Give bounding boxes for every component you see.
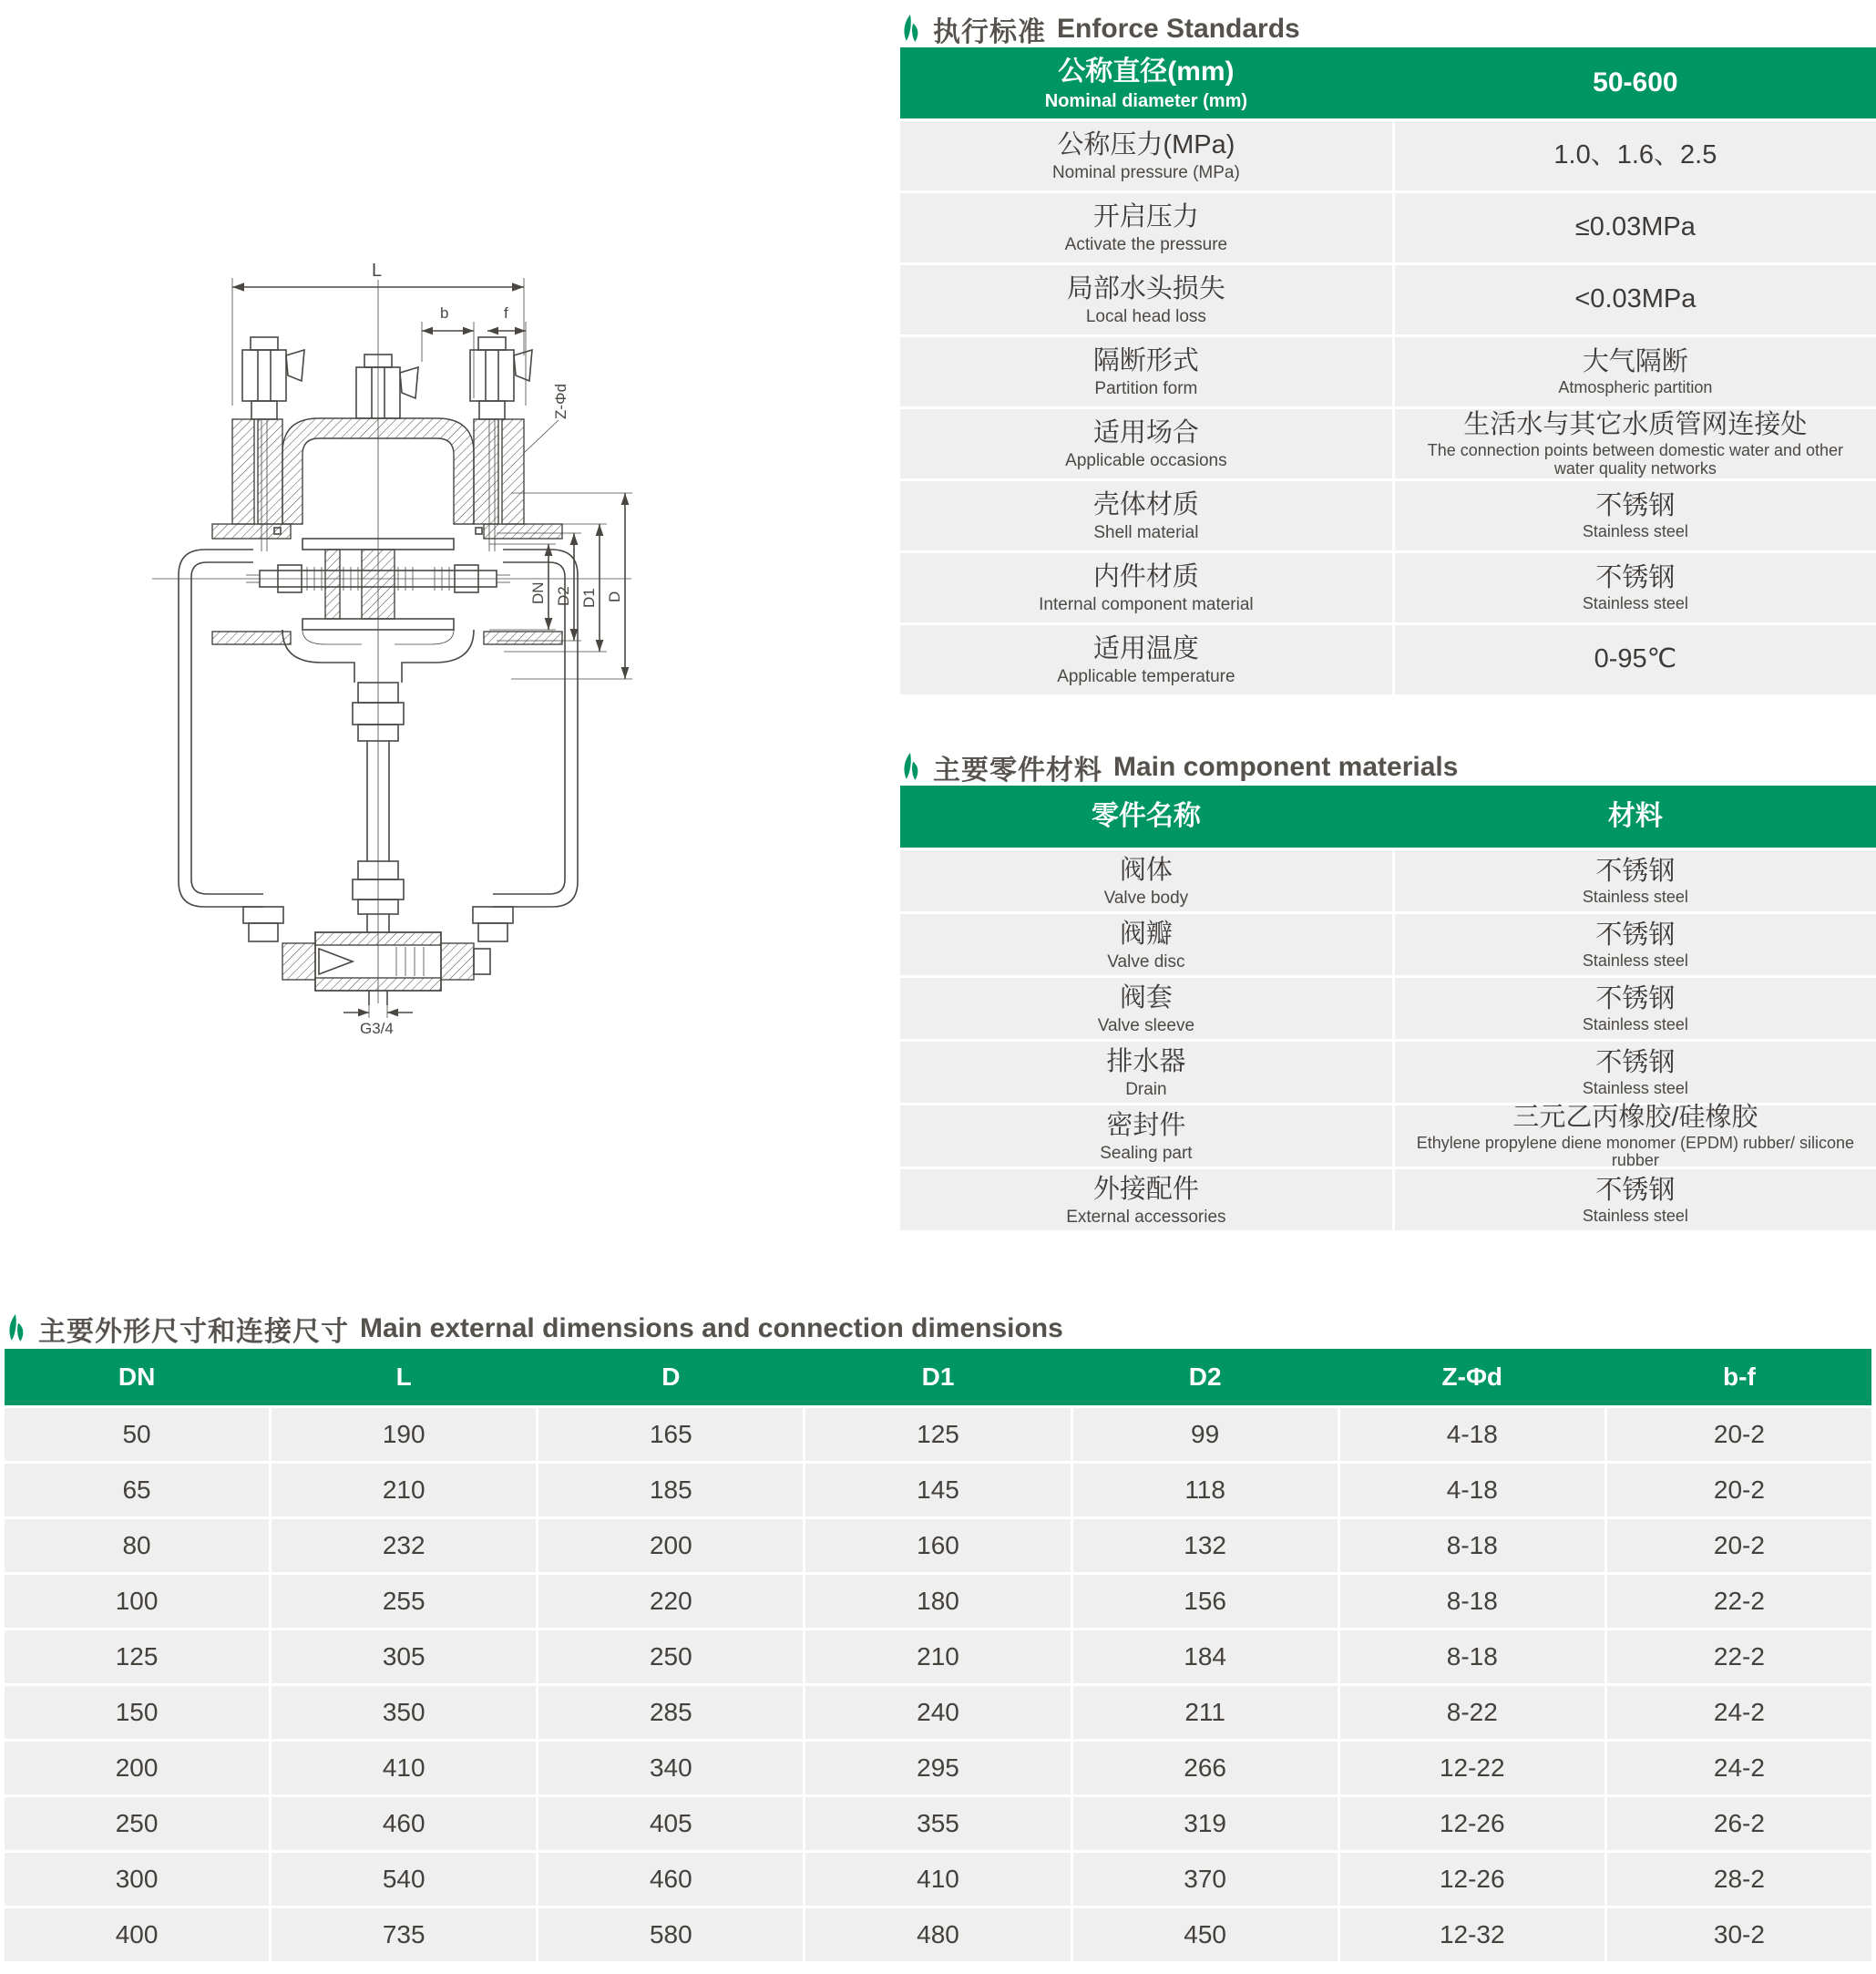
dim-label-d1: D1: [580, 588, 598, 608]
section-title-materials: [900, 747, 1458, 787]
value-l: 410: [382, 1753, 425, 1782]
row-part-cell: [900, 1169, 1392, 1230]
dimensions-row: [5, 1797, 1871, 1850]
row-label-cell: [900, 481, 1392, 550]
cell-d2: [1073, 1630, 1338, 1683]
dimensions-header-cell: [1073, 1349, 1338, 1405]
row-label-en: Internal component material: [1039, 595, 1254, 615]
value-d1: 160: [917, 1531, 959, 1559]
header-value: 50-600: [1593, 67, 1678, 98]
row-value-cell: [1395, 553, 1876, 622]
dimensions-row: [5, 1408, 1871, 1461]
standards-table-header: [900, 47, 1876, 118]
dim-label-d: D: [606, 591, 623, 602]
dimensions-header-cell: [5, 1349, 269, 1405]
cell-bf: [1607, 1408, 1871, 1461]
value-l: 210: [382, 1475, 425, 1504]
row-value-en: The connection points between domestic water and other water quality networks: [1427, 441, 1844, 478]
standards-row: [900, 625, 1876, 694]
materials-table-header: [900, 786, 1876, 848]
cell-zpd: [1340, 1797, 1604, 1850]
value-d1: 295: [917, 1753, 959, 1782]
cell-bf: [1607, 1575, 1871, 1628]
cell-zpd: [1340, 1742, 1604, 1794]
row-label-en: Activate the pressure: [1064, 235, 1228, 255]
cell-l: [272, 1630, 536, 1683]
cell-dn: [5, 1853, 269, 1906]
cell-d: [538, 1464, 803, 1516]
cell-d2: [1073, 1519, 1338, 1572]
value-bf: 20-2: [1713, 1475, 1765, 1504]
value-bf: 20-2: [1713, 1420, 1765, 1448]
dimensions-header-label: D1: [921, 1362, 955, 1391]
dimensions-row: [5, 1853, 1871, 1906]
row-value-cell: [1395, 265, 1876, 334]
value-dn: 300: [115, 1865, 159, 1893]
dimensions-header-cell: [538, 1349, 803, 1405]
value-d: 165: [649, 1420, 692, 1448]
section-title-zh: 主要外形尺寸和连接尺寸: [38, 1317, 349, 1347]
row-part-zh: 阀体: [1119, 855, 1173, 885]
cell-dn: [5, 1464, 269, 1516]
dim-label-z-phi-d: Z-Φd: [552, 383, 569, 419]
row-part-zh: 阀瓣: [1119, 919, 1173, 949]
row-label-zh: 开启压力: [1092, 202, 1199, 232]
dimensions-header-label: b-f: [1723, 1362, 1756, 1391]
value-d2: 450: [1184, 1920, 1226, 1948]
row-part-en: External accessories: [1066, 1207, 1226, 1227]
dimensions-header-cell: [1340, 1349, 1604, 1405]
cell-l: [272, 1686, 536, 1739]
value-d1: 210: [917, 1642, 959, 1671]
standards-row: [900, 337, 1876, 406]
dimensions-row: [5, 1686, 1871, 1739]
materials-row: [900, 850, 1876, 911]
value-d: 250: [649, 1642, 692, 1671]
value-dn: 400: [115, 1920, 159, 1948]
cell-d1: [805, 1630, 1070, 1683]
row-value-zh: 0-95℃: [1594, 644, 1677, 674]
value-d1: 355: [917, 1809, 959, 1837]
row-material-cell: [1395, 1042, 1876, 1103]
row-label-en: Partition form: [1094, 379, 1198, 399]
cell-d1: [805, 1908, 1070, 1961]
header-label-zh: 公称直径(mm): [1058, 57, 1235, 87]
value-l: 350: [382, 1698, 425, 1726]
value-d2: 184: [1184, 1642, 1226, 1671]
value-l: 735: [382, 1920, 425, 1948]
value-l: 190: [382, 1420, 425, 1448]
cell-dn: [5, 1630, 269, 1683]
row-value-cell: [1395, 625, 1876, 694]
row-value-zh: ≤0.03MPa: [1574, 212, 1696, 242]
standards-row: [900, 265, 1876, 334]
row-label-en: Local head loss: [1085, 307, 1206, 327]
dimensions-header-cell: [805, 1349, 1070, 1405]
value-d1: 145: [917, 1475, 959, 1504]
materials-row: [900, 1102, 1876, 1170]
row-part-en: Valve disc: [1107, 951, 1185, 972]
row-material-cell: [1395, 1102, 1876, 1170]
cell-zpd: [1340, 1686, 1604, 1739]
dimensions-row: [5, 1630, 1871, 1683]
cell-d1: [805, 1853, 1070, 1906]
cell-bf: [1607, 1464, 1871, 1516]
dimensions-table-header: [5, 1349, 1871, 1405]
value-dn: 50: [122, 1420, 151, 1448]
valve-cross-section-drawing: [96, 223, 683, 1039]
header-value-cell: [1395, 47, 1876, 118]
cell-d1: [805, 1797, 1070, 1850]
value-d2: 211: [1184, 1698, 1225, 1726]
row-part-zh: 排水器: [1106, 1046, 1186, 1076]
value-l: 305: [382, 1642, 425, 1671]
value-d2: 319: [1184, 1809, 1226, 1837]
cell-d: [538, 1408, 803, 1461]
standards-row: [900, 193, 1876, 262]
dimensions-header-cell: [272, 1349, 536, 1405]
dimensions-row: [5, 1742, 1871, 1794]
cell-zpd: [1340, 1519, 1604, 1572]
row-material-en: Stainless steel: [1582, 951, 1688, 970]
row-label-en: Applicable temperature: [1057, 667, 1235, 687]
header-col2: 材料: [1607, 801, 1663, 832]
cell-d2: [1073, 1464, 1338, 1516]
row-label-zh: 公称压力(MPa): [1057, 130, 1235, 160]
value-d1: 125: [917, 1420, 959, 1448]
dimensions-header-label: D: [661, 1362, 681, 1391]
cell-l: [272, 1853, 536, 1906]
header-col1-cell: [900, 786, 1392, 848]
cell-l: [272, 1464, 536, 1516]
row-value-en: Stainless steel: [1582, 522, 1688, 540]
row-value-zh: 大气隔断: [1582, 347, 1688, 377]
value-bf: 26-2: [1713, 1809, 1765, 1837]
cell-bf: [1607, 1908, 1871, 1961]
value-d: 405: [649, 1809, 692, 1837]
row-part-en: Valve sleeve: [1097, 1015, 1195, 1035]
value-zpd: 12-22: [1439, 1753, 1505, 1782]
cell-dn: [5, 1686, 269, 1739]
cell-d1: [805, 1742, 1070, 1794]
cell-d1: [805, 1464, 1070, 1516]
materials-table: [900, 786, 1876, 1230]
cell-l: [272, 1797, 536, 1850]
dimensions-header-label: Z-Φd: [1441, 1362, 1503, 1391]
value-l: 255: [382, 1587, 425, 1615]
cell-zpd: [1340, 1853, 1604, 1906]
row-material-cell: [1395, 1169, 1876, 1230]
row-label-zh: 适用温度: [1092, 634, 1199, 664]
row-value-zh: <0.03MPa: [1574, 284, 1697, 314]
dim-label-b: b: [440, 304, 449, 322]
row-part-zh: 阀套: [1119, 982, 1173, 1013]
standards-row: [900, 553, 1876, 622]
cell-d: [538, 1742, 803, 1794]
row-value-en: Atmospheric partition: [1558, 378, 1713, 396]
dimensions-row: [5, 1464, 1871, 1516]
value-zpd: 8-18: [1446, 1587, 1498, 1615]
value-d2: 370: [1184, 1865, 1226, 1893]
row-material-en: Stainless steel: [1582, 1014, 1688, 1033]
cell-l: [272, 1742, 536, 1794]
cell-d1: [805, 1408, 1070, 1461]
value-zpd: 12-26: [1439, 1865, 1505, 1893]
row-material-zh: 不锈钢: [1595, 1175, 1676, 1205]
cell-bf: [1607, 1853, 1871, 1906]
value-zpd: 8-18: [1446, 1531, 1498, 1559]
cell-bf: [1607, 1686, 1871, 1739]
value-dn: 100: [115, 1587, 159, 1615]
value-bf: 22-2: [1713, 1587, 1765, 1615]
row-part-cell: [900, 1042, 1392, 1103]
dimensions-header-label: DN: [118, 1362, 156, 1391]
row-material-cell: [1395, 850, 1876, 911]
value-dn: 200: [115, 1753, 159, 1782]
section-title-dimensions: [5, 1309, 1063, 1349]
cell-d1: [805, 1575, 1070, 1628]
row-part-en: Sealing part: [1100, 1143, 1193, 1163]
cell-d: [538, 1575, 803, 1628]
dimensions-table: [5, 1349, 1871, 1961]
row-label-zh: 适用场合: [1092, 418, 1199, 448]
materials-row: [900, 1042, 1876, 1103]
header-col1: 零件名称: [1091, 801, 1201, 832]
value-zpd: 4-18: [1446, 1420, 1498, 1448]
row-value-cell: [1395, 337, 1876, 406]
row-material-en: Stainless steel: [1582, 1206, 1688, 1225]
cell-d: [538, 1686, 803, 1739]
leaf-icon: [900, 15, 922, 44]
value-l: 232: [382, 1531, 425, 1559]
row-material-zh: 不锈钢: [1595, 856, 1676, 886]
value-zpd: 8-18: [1446, 1642, 1498, 1671]
row-value-zh: 不锈钢: [1595, 491, 1676, 521]
value-d: 200: [649, 1531, 692, 1559]
row-label-cell: [900, 553, 1392, 622]
row-label-cell: [900, 337, 1392, 406]
value-bf: 24-2: [1713, 1698, 1765, 1726]
row-label-en: Shell material: [1093, 523, 1199, 543]
row-label-en: Applicable occasions: [1065, 451, 1227, 471]
value-zpd: 12-32: [1439, 1920, 1505, 1948]
cell-d2: [1073, 1908, 1338, 1961]
row-value-cell: [1395, 193, 1876, 262]
cell-d: [538, 1908, 803, 1961]
value-d1: 480: [917, 1920, 959, 1948]
cell-zpd: [1340, 1630, 1604, 1683]
value-dn: 250: [115, 1809, 159, 1837]
value-bf: 22-2: [1713, 1642, 1765, 1671]
header-col2-cell: [1395, 786, 1876, 848]
dimensions-row: [5, 1519, 1871, 1572]
row-part-cell: [900, 1105, 1392, 1167]
row-value-zh: 不锈钢: [1595, 563, 1676, 593]
value-l: 540: [382, 1865, 425, 1893]
cell-dn: [5, 1408, 269, 1461]
row-part-cell: [900, 850, 1392, 911]
value-d: 460: [649, 1865, 692, 1893]
standards-row: [900, 409, 1876, 478]
value-bf: 28-2: [1713, 1865, 1765, 1893]
row-material-en: Ethylene propylene diene monomer (EPDM) rubber/ silicone rubber: [1416, 1133, 1854, 1170]
dim-label-g34: G3/4: [360, 1020, 394, 1037]
row-part-cell: [900, 978, 1392, 1039]
cell-d2: [1073, 1797, 1338, 1850]
row-part-en: Valve body: [1103, 888, 1189, 908]
standards-row: [900, 481, 1876, 550]
cell-d1: [805, 1686, 1070, 1739]
dim-label-dn: DN: [529, 581, 547, 604]
row-part-cell: [900, 914, 1392, 975]
value-d: 185: [649, 1475, 692, 1504]
header-label-cell: [900, 47, 1392, 118]
cell-l: [272, 1575, 536, 1628]
leaf-icon: [5, 1314, 27, 1343]
value-d2: 266: [1184, 1753, 1226, 1782]
row-label-zh: 内件材质: [1092, 562, 1199, 592]
materials-row: [900, 1169, 1876, 1230]
cell-zpd: [1340, 1464, 1604, 1516]
row-material-en: Stainless steel: [1582, 1078, 1688, 1097]
materials-row: [900, 914, 1876, 975]
cell-bf: [1607, 1630, 1871, 1683]
section-title-en: Enforce Standards: [1057, 14, 1300, 44]
dimensions-header-label: L: [395, 1362, 412, 1391]
cell-dn: [5, 1797, 269, 1850]
row-value-cell: [1395, 481, 1876, 550]
cell-l: [272, 1408, 536, 1461]
row-value-zh: 生活水与其它水质管网连接处: [1463, 410, 1808, 440]
dim-label-d2: D2: [555, 586, 572, 606]
cell-bf: [1607, 1797, 1871, 1850]
row-label-en: Nominal pressure (MPa): [1051, 163, 1240, 183]
value-d: 285: [649, 1698, 692, 1726]
value-dn: 150: [115, 1698, 159, 1726]
row-material-zh: 不锈钢: [1595, 983, 1676, 1013]
cell-d1: [805, 1519, 1070, 1572]
value-dn: 65: [122, 1475, 151, 1504]
value-dn: 125: [115, 1642, 159, 1671]
cell-zpd: [1340, 1908, 1604, 1961]
cell-l: [272, 1908, 536, 1961]
value-bf: 30-2: [1713, 1920, 1765, 1948]
dimensions-header-cell: [1607, 1349, 1871, 1405]
row-part-zh: 密封件: [1106, 1110, 1186, 1140]
cell-d2: [1073, 1575, 1338, 1628]
cell-dn: [5, 1519, 269, 1572]
cell-dn: [5, 1742, 269, 1794]
value-zpd: 8-22: [1446, 1698, 1498, 1726]
cell-d2: [1073, 1742, 1338, 1794]
value-bf: 20-2: [1713, 1531, 1765, 1559]
value-d1: 410: [917, 1865, 959, 1893]
value-d2: 132: [1184, 1531, 1226, 1559]
cell-zpd: [1340, 1408, 1604, 1461]
value-d2: 156: [1184, 1587, 1226, 1615]
row-label-cell: [900, 409, 1392, 478]
leaf-icon: [900, 753, 922, 782]
dim-label-f: f: [504, 304, 508, 322]
value-zpd: 12-26: [1439, 1809, 1505, 1837]
row-label-zh: 局部水头损失: [1066, 274, 1225, 304]
value-d: 580: [649, 1920, 692, 1948]
cell-zpd: [1340, 1575, 1604, 1628]
cell-d: [538, 1630, 803, 1683]
value-zpd: 4-18: [1446, 1475, 1498, 1504]
value-l: 460: [382, 1809, 425, 1837]
row-value-zh: 1.0、1.6、2.5: [1553, 140, 1717, 170]
cell-bf: [1607, 1519, 1871, 1572]
dimensions-row: [5, 1908, 1871, 1961]
cell-d: [538, 1853, 803, 1906]
valve-drawing-svg: [96, 223, 683, 1039]
row-material-cell: [1395, 978, 1876, 1039]
section-title-en: Main external dimensions and connection dimensions: [360, 1313, 1063, 1343]
row-label-zh: 隔断形式: [1092, 346, 1199, 376]
cell-d2: [1073, 1853, 1338, 1906]
section-title-en: Main component materials: [1113, 752, 1459, 782]
materials-row: [900, 978, 1876, 1039]
row-value-cell: [1395, 409, 1876, 478]
standards-table: [900, 47, 1876, 694]
value-d1: 240: [917, 1698, 959, 1726]
dim-label-L: L: [372, 261, 383, 281]
cell-d: [538, 1797, 803, 1850]
header-label-en: Nominal diameter (mm): [1044, 90, 1248, 111]
row-material-zh: 不锈钢: [1595, 920, 1676, 950]
row-label-cell: [900, 625, 1392, 694]
cell-bf: [1607, 1742, 1871, 1794]
cell-dn: [5, 1575, 269, 1628]
section-title-standards: [900, 9, 1300, 49]
cell-dn: [5, 1908, 269, 1961]
section-title-zh: 执行标准: [933, 17, 1046, 47]
cell-d2: [1073, 1686, 1338, 1739]
row-part-zh: 外接配件: [1092, 1174, 1199, 1204]
value-bf: 24-2: [1713, 1753, 1765, 1782]
cell-d: [538, 1519, 803, 1572]
dimensions-header-label: D2: [1188, 1362, 1222, 1391]
value-dn: 80: [122, 1531, 151, 1559]
row-material-en: Stainless steel: [1582, 887, 1688, 906]
value-d1: 180: [917, 1587, 959, 1615]
row-material-zh: 不锈钢: [1595, 1047, 1676, 1077]
row-label-cell: [900, 193, 1392, 262]
value-d2: 118: [1184, 1475, 1225, 1504]
row-material-zh: 三元乙丙橡胶/硅橡胶: [1512, 1102, 1758, 1132]
row-material-cell: [1395, 914, 1876, 975]
row-label-cell: [900, 265, 1392, 334]
row-part-en: Drain: [1125, 1079, 1167, 1099]
standards-row: [900, 121, 1876, 190]
dimensions-row: [5, 1575, 1871, 1628]
row-label-cell: [900, 121, 1392, 190]
cell-d2: [1073, 1408, 1338, 1461]
cell-l: [272, 1519, 536, 1572]
section-title-zh: 主要零件材料: [933, 756, 1102, 786]
value-d2: 99: [1191, 1420, 1220, 1448]
row-label-zh: 壳体材质: [1092, 490, 1199, 520]
value-d: 340: [649, 1753, 692, 1782]
row-value-en: Stainless steel: [1582, 594, 1688, 612]
value-d: 220: [649, 1587, 692, 1615]
row-value-cell: [1395, 121, 1876, 190]
